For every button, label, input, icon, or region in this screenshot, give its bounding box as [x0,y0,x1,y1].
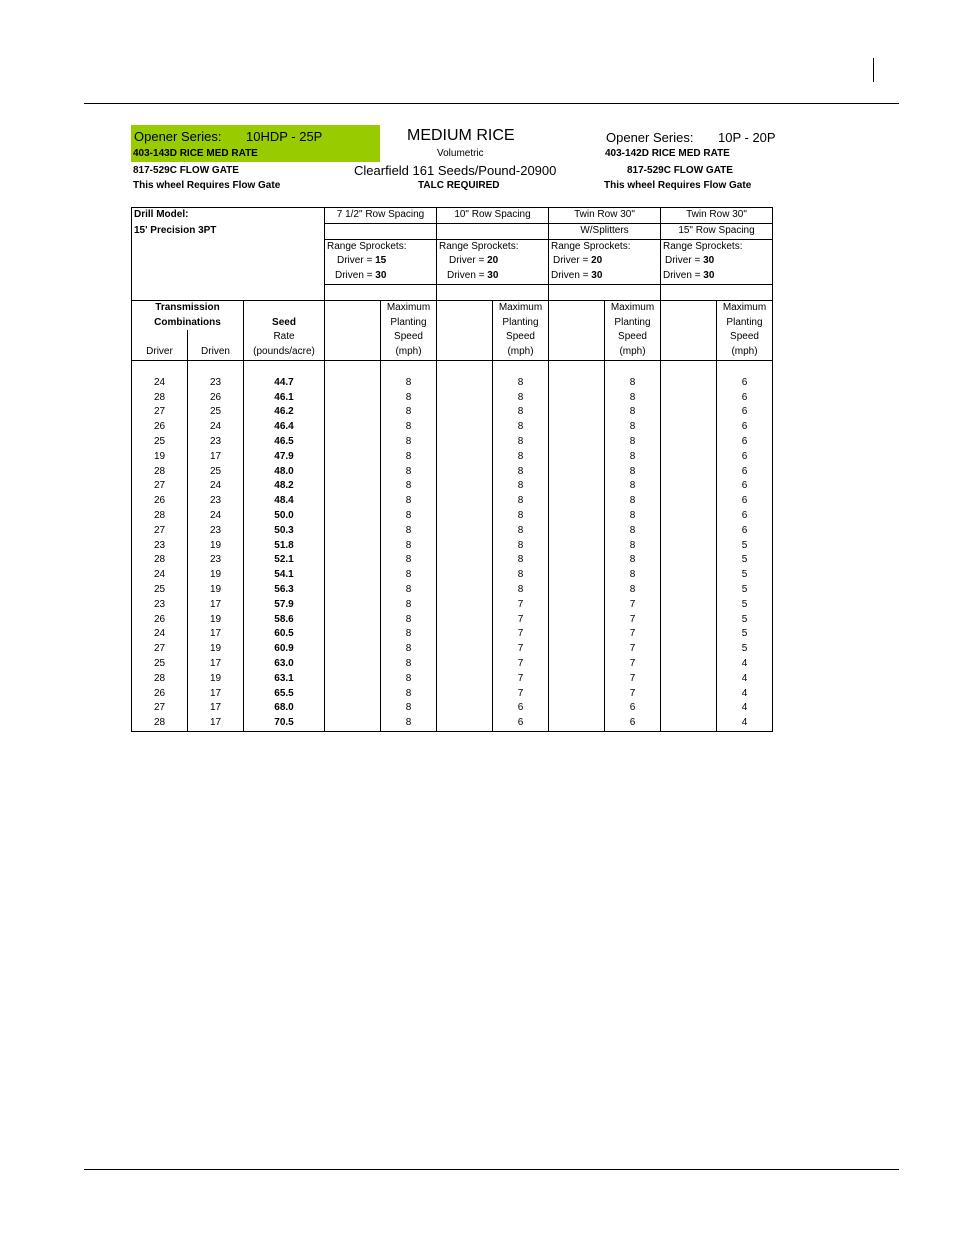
seed-rate-cell: 65.5 [244,687,325,702]
speed-cell: 8 [493,553,549,568]
speed-cell: 8 [605,553,661,568]
spacing-1-driven: Driven = 30 [437,269,549,284]
driven-cell: 17 [188,450,244,465]
seed-rate-cell: 68.0 [244,701,325,716]
speed-cell: 4 [717,657,773,672]
header-speed-1: Speed [493,330,549,345]
speed-cell: 7 [493,657,549,672]
table-row [132,642,773,657]
seed-rate-cell: 52.1 [244,553,325,568]
header-rate: Rate [244,330,325,345]
speed-cell: 5 [717,642,773,657]
table-row [132,716,773,731]
speed-cell: 8 [381,494,437,509]
speed-cell: 4 [717,687,773,702]
header-planting-0: Planting [381,316,437,331]
seed-rate-cell: 50.0 [244,509,325,524]
left-requires: This wheel Requires Flow Gate [133,180,281,191]
talc-note: TALC REQUIRED [418,180,500,191]
driven-cell: 25 [188,465,244,480]
speed-cell: 8 [605,391,661,406]
table-row [132,391,773,406]
driver-cell: 28 [132,553,188,568]
header-max-2: Maximum [605,300,661,315]
speed-cell: 8 [381,568,437,583]
seed-rate-cell: 48.2 [244,479,325,494]
header-mph-2: (mph) [605,345,661,360]
page-title: MEDIUM RICE [407,127,515,144]
drill-model-value: 15' Precision 3PT [132,223,325,239]
driven-cell: 23 [188,435,244,450]
driver-cell: 28 [132,672,188,687]
speed-cell: 6 [717,391,773,406]
speed-cell: 8 [381,598,437,613]
speed-cell: 8 [381,553,437,568]
seed-rate-cell: 48.4 [244,494,325,509]
variety-label: Clearfield 161 Seeds/Pound-20900 [354,163,557,178]
driver-cell: 25 [132,583,188,598]
header-mph-3: (mph) [717,345,773,360]
speed-cell: 5 [717,627,773,642]
driven-cell: 17 [188,627,244,642]
seed-rate-cell: 46.1 [244,391,325,406]
speed-cell: 8 [605,568,661,583]
speed-cell: 7 [605,657,661,672]
seed-rate-cell: 46.2 [244,405,325,420]
header-speed-3: Speed [717,330,773,345]
speed-cell: 8 [605,583,661,598]
header-speed-0: Speed [381,330,437,345]
driven-cell: 23 [188,553,244,568]
speed-cell: 8 [605,405,661,420]
spacing-1-range: Range Sprockets: [437,239,549,254]
seed-rate-cell: 46.4 [244,420,325,435]
header-max-3: Maximum [717,300,773,315]
speed-cell: 8 [381,672,437,687]
driven-cell: 19 [188,672,244,687]
seed-rate-cell: 51.8 [244,539,325,554]
driven-cell: 24 [188,509,244,524]
speed-cell: 8 [493,435,549,450]
table-row [132,583,773,598]
table-row [132,568,773,583]
table-row [132,598,773,613]
speed-cell: 8 [381,391,437,406]
driver-cell: 26 [132,420,188,435]
driven-cell: 26 [188,391,244,406]
footer-rule [84,1169,899,1170]
spacing-3-driven: Driven = 30 [661,269,773,284]
speed-cell: 8 [381,583,437,598]
speed-cell: 8 [493,420,549,435]
speed-cell: 8 [381,435,437,450]
speed-cell: 7 [493,627,549,642]
left-opener-value: 10HDP - 25P [246,129,323,144]
speed-cell: 6 [717,405,773,420]
seed-rate-cell: 54.1 [244,568,325,583]
speed-cell: 5 [717,583,773,598]
left-opener-label: Opener Series: [134,129,222,144]
seed-rate-table [131,207,773,732]
driven-cell: 19 [188,642,244,657]
seed-rate-cell: 48.0 [244,465,325,480]
driver-cell: 27 [132,701,188,716]
driver-cell: 19 [132,450,188,465]
seed-rate-cell: 50.3 [244,524,325,539]
driven-cell: 17 [188,701,244,716]
speed-cell: 8 [605,509,661,524]
speed-cell: 6 [493,701,549,716]
header-planting-2: Planting [605,316,661,331]
seed-rate-cell: 63.1 [244,672,325,687]
driver-cell: 24 [132,568,188,583]
spacing-2-line1: Twin Row 30" [549,208,661,224]
driven-cell: 19 [188,568,244,583]
header-speed-2: Speed [605,330,661,345]
header-transmission: Transmission [132,300,244,315]
speed-cell: 5 [717,539,773,554]
spacing-3-range: Range Sprockets: [661,239,773,254]
driver-cell: 25 [132,657,188,672]
speed-cell: 8 [381,613,437,628]
right-opener-label: Opener Series: [606,130,694,145]
spacing-3-line2: 15" Row Spacing [661,223,773,239]
speed-cell: 8 [493,405,549,420]
speed-cell: 8 [605,494,661,509]
driven-cell: 17 [188,598,244,613]
driven-cell: 23 [188,376,244,391]
header-combinations: Combinations [132,316,244,331]
table-row [132,539,773,554]
driven-cell: 23 [188,494,244,509]
driven-cell: 19 [188,539,244,554]
table-row [132,687,773,702]
table-row [132,553,773,568]
seed-rate-cell: 56.3 [244,583,325,598]
driven-cell: 17 [188,716,244,731]
driven-cell: 23 [188,524,244,539]
seed-rate-cell: 47.9 [244,450,325,465]
speed-cell: 8 [605,376,661,391]
speed-cell: 8 [605,465,661,480]
speed-cell: 8 [605,479,661,494]
speed-cell: 6 [717,435,773,450]
speed-cell: 5 [717,568,773,583]
driven-cell: 17 [188,687,244,702]
speed-cell: 8 [605,420,661,435]
spacing-3-line1: Twin Row 30" [661,208,773,224]
driven-cell: 19 [188,613,244,628]
speed-cell: 8 [381,687,437,702]
driver-cell: 26 [132,613,188,628]
driven-cell: 24 [188,479,244,494]
driven-cell: 19 [188,583,244,598]
speed-cell: 8 [493,376,549,391]
speed-cell: 7 [605,642,661,657]
speed-cell: 8 [493,465,549,480]
seed-rate-cell: 44.7 [244,376,325,391]
seed-rate-cell: 57.9 [244,598,325,613]
speed-cell: 7 [493,642,549,657]
speed-cell: 7 [493,613,549,628]
right-opener-value: 10P - 20P [718,130,776,145]
speed-cell: 8 [381,716,437,731]
page-subtitle: Volumetric [437,148,484,159]
speed-cell: 8 [605,435,661,450]
header-mph-1: (mph) [493,345,549,360]
speed-cell: 4 [717,672,773,687]
right-requires: This wheel Requires Flow Gate [604,180,752,191]
table-row [132,494,773,509]
speed-cell: 6 [717,465,773,480]
speed-cell: 8 [493,479,549,494]
driver-cell: 28 [132,465,188,480]
driver-cell: 24 [132,627,188,642]
driver-cell: 27 [132,524,188,539]
speed-cell: 6 [717,376,773,391]
seed-rate-cell: 60.9 [244,642,325,657]
header-seed: Seed [244,316,325,331]
speed-cell: 8 [493,524,549,539]
speed-cell: 8 [381,701,437,716]
speed-cell: 4 [717,701,773,716]
spacing-2-driven: Driven = 30 [549,269,661,284]
spacing-1-line2 [437,223,549,239]
speed-cell: 5 [717,598,773,613]
seed-rate-cell: 70.5 [244,716,325,731]
table-row [132,465,773,480]
table-row [132,435,773,450]
speed-cell: 7 [493,687,549,702]
speed-cell: 8 [381,376,437,391]
spacing-2-range: Range Sprockets: [549,239,661,254]
speed-cell: 8 [493,450,549,465]
speed-cell: 8 [381,539,437,554]
driver-cell: 23 [132,539,188,554]
speed-cell: 8 [493,583,549,598]
header-max-1: Maximum [493,300,549,315]
table-row [132,479,773,494]
spacing-0-driven: Driven = 30 [325,269,437,284]
spacing-0-range: Range Sprockets: [325,239,437,254]
spacing-2-line2: W/Splitters [549,223,661,239]
speed-cell: 6 [717,420,773,435]
speed-cell: 7 [605,672,661,687]
spacing-0-driver: Driver = 15 [325,254,437,269]
driver-cell: 28 [132,509,188,524]
speed-cell: 6 [605,701,661,716]
table-row [132,405,773,420]
speed-cell: 7 [605,687,661,702]
driver-cell: 25 [132,435,188,450]
driven-cell: 17 [188,657,244,672]
speed-cell: 6 [717,524,773,539]
speed-cell: 8 [381,420,437,435]
driver-cell: 26 [132,687,188,702]
speed-cell: 6 [717,494,773,509]
speed-cell: 8 [381,479,437,494]
spacing-1-driver: Driver = 20 [437,254,549,269]
speed-cell: 7 [605,598,661,613]
table-row [132,657,773,672]
spacing-1-line1: 10" Row Spacing [437,208,549,224]
table-row [132,701,773,716]
table-row [132,613,773,628]
speed-cell: 8 [381,524,437,539]
table-row [132,627,773,642]
left-flow-gate: 817-529C FLOW GATE [133,165,239,176]
table-row [132,672,773,687]
seed-rate-cell: 58.6 [244,613,325,628]
seed-rate-cell: 46.5 [244,435,325,450]
drill-model-label: Drill Model: [132,208,325,224]
driver-cell: 27 [132,405,188,420]
speed-cell: 8 [381,509,437,524]
speed-cell: 8 [605,450,661,465]
driver-cell: 24 [132,376,188,391]
speed-cell: 8 [381,450,437,465]
speed-cell: 8 [493,494,549,509]
seed-rate-cell: 60.5 [244,627,325,642]
speed-cell: 8 [605,524,661,539]
driver-cell: 28 [132,391,188,406]
table-row [132,376,773,391]
speed-cell: 6 [717,479,773,494]
header-rule [84,103,899,104]
driver-cell: 28 [132,716,188,731]
header-mph-0: (mph) [381,345,437,360]
table-row [132,524,773,539]
header-driven: Driven [188,345,244,360]
speed-cell: 6 [717,450,773,465]
speed-cell: 7 [493,672,549,687]
speed-cell: 4 [717,716,773,731]
speed-cell: 8 [493,539,549,554]
spacing-3-driver: Driver = 30 [661,254,773,269]
spacing-2-driver: Driver = 20 [549,254,661,269]
page-marker-line [873,58,874,82]
speed-cell: 8 [605,539,661,554]
speed-cell: 8 [493,391,549,406]
seed-rate-cell: 63.0 [244,657,325,672]
speed-cell: 8 [381,405,437,420]
speed-cell: 6 [493,716,549,731]
driver-cell: 27 [132,479,188,494]
right-part-rate: 403-142D RICE MED RATE [605,148,730,159]
driver-cell: 26 [132,494,188,509]
speed-cell: 6 [717,509,773,524]
speed-cell: 8 [381,642,437,657]
driver-cell: 27 [132,642,188,657]
header-planting-1: Planting [493,316,549,331]
right-flow-gate: 817-529C FLOW GATE [627,165,733,176]
header-units: (pounds/acre) [244,345,325,360]
table-row [132,420,773,435]
driven-cell: 25 [188,405,244,420]
header-driver: Driver [132,345,188,360]
speed-cell: 8 [493,509,549,524]
header-max-0: Maximum [381,300,437,315]
speed-cell: 5 [717,553,773,568]
speed-cell: 8 [493,568,549,583]
spacing-0-line2 [325,223,437,239]
left-part-rate: 403-143D RICE MED RATE [133,148,258,159]
speed-cell: 8 [381,465,437,480]
driver-cell: 23 [132,598,188,613]
table-row [132,450,773,465]
header-planting-3: Planting [717,316,773,331]
speed-cell: 7 [605,613,661,628]
speed-cell: 5 [717,613,773,628]
speed-cell: 7 [605,627,661,642]
driven-cell: 24 [188,420,244,435]
speed-cell: 6 [605,716,661,731]
speed-cell: 8 [381,657,437,672]
speed-cell: 7 [493,598,549,613]
table-row [132,509,773,524]
spacing-0-line1: 7 1/2" Row Spacing [325,208,437,224]
speed-cell: 8 [381,627,437,642]
